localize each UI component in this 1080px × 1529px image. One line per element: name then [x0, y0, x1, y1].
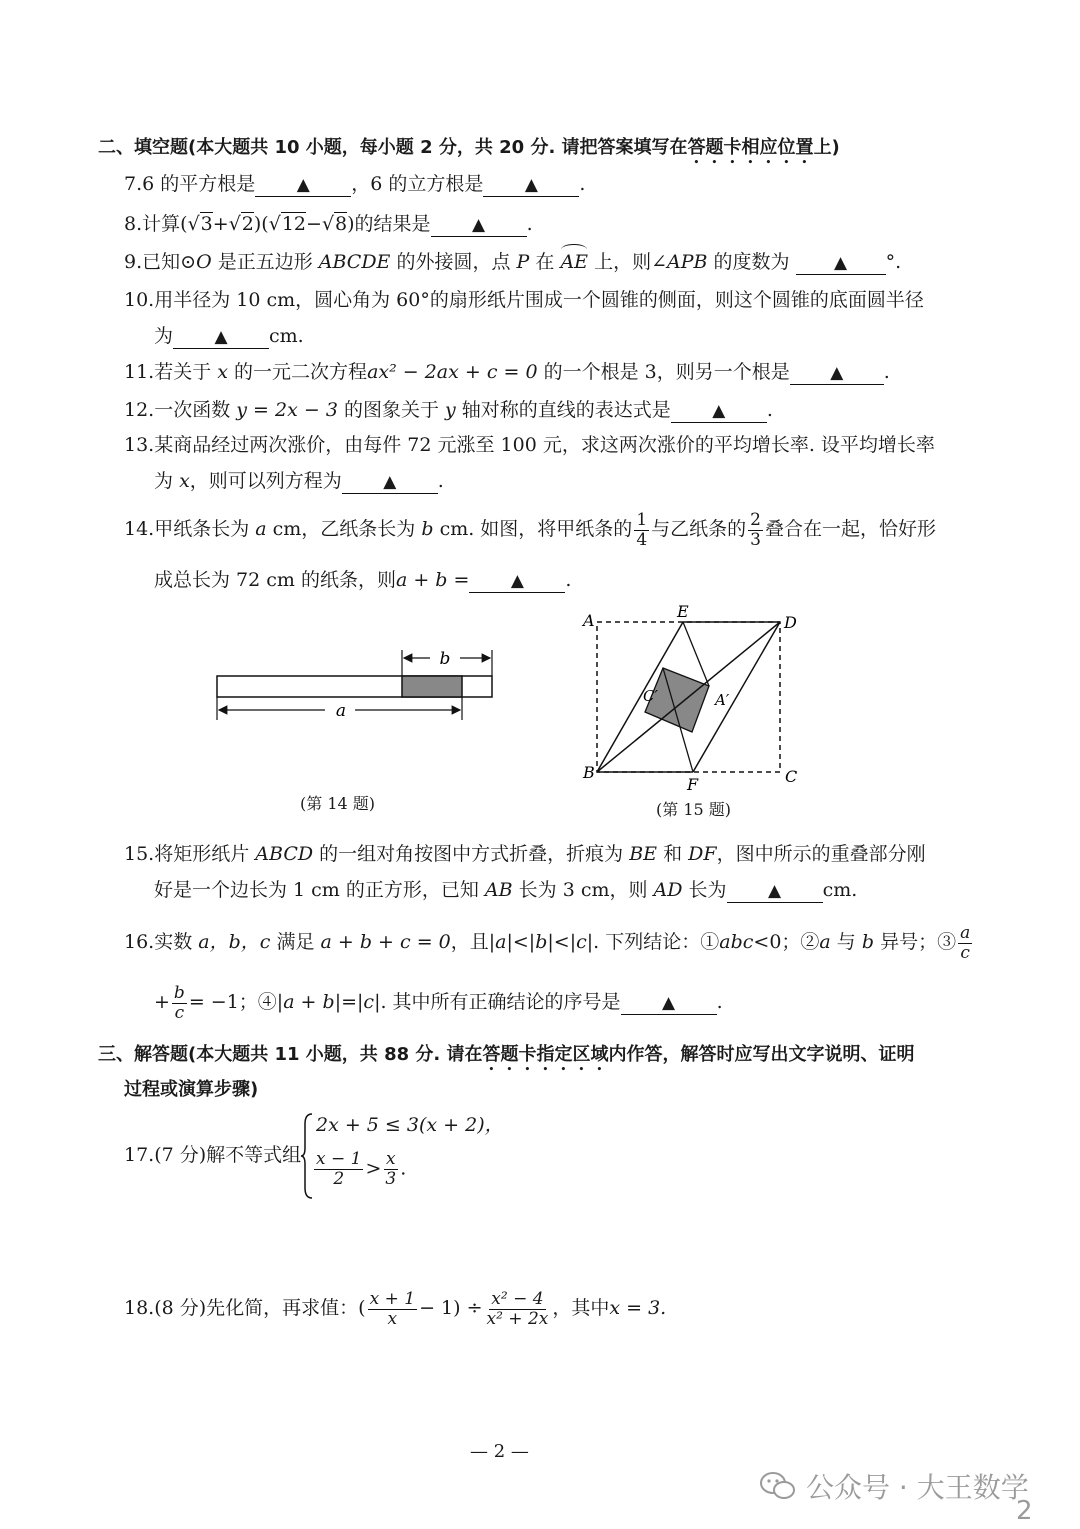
label-a: a [335, 701, 347, 721]
q9-p: P [516, 251, 530, 273]
section-2-title: 二、填空题(本大题共 10 小题，每小题 2 分，共 20 分. 请把答案填写在 [98, 137, 688, 158]
q16-vc: c [576, 931, 587, 953]
q16-eq1: a + b + c = 0 [320, 931, 451, 953]
q12-answer-blank [671, 399, 767, 423]
q18-f2-num: x² − 4 [491, 1288, 544, 1309]
figure-14-caption: (第 14 题) [300, 794, 376, 813]
blank-mark: ▲ [712, 401, 726, 421]
question-18 [124, 1286, 666, 1330]
q15-a: 将矩形纸片 [154, 843, 250, 865]
blank-mark: ▲ [662, 993, 676, 1013]
blank-mark: ▲ [510, 571, 524, 591]
question-15-line-2 [154, 878, 857, 903]
q11-x: x [217, 361, 228, 383]
q16-h: 与 [836, 931, 856, 953]
figure-15-caption: (第 15 题) [656, 800, 732, 819]
question-11 [124, 360, 890, 385]
q15-c: 和 [663, 843, 683, 865]
q12-y: y [445, 399, 456, 421]
label-B: B [583, 763, 595, 782]
q10-line1: 用半径为 10 cm，圆心角为 60°的扇形纸片围成一个圆锥的侧面，则这个圆锥的底面圆半径 [154, 289, 924, 311]
q12-c: 轴对称的直线的表达式是 [461, 399, 671, 421]
q7-text-b: ，6 的立方根是 [351, 173, 484, 195]
fold-df [693, 622, 780, 772]
q8-number: 8. [124, 213, 143, 235]
q17-g-num: x [386, 1149, 396, 1169]
blank-mark: ▲ [296, 175, 310, 195]
question-13-line-2 [154, 469, 444, 494]
q16-fb-den: c [174, 1002, 185, 1023]
label-F: F [687, 775, 699, 794]
q17-end: . [400, 1157, 407, 1180]
label-D: D [784, 613, 797, 632]
q15-ab: AB [484, 879, 513, 901]
q16-vb: b [535, 931, 548, 953]
q9-answer-blank [796, 251, 886, 275]
q17-f-den: 2 [333, 1169, 345, 1189]
q17-number: 17. [124, 1144, 155, 1166]
blank-mark: ▲ [214, 327, 228, 347]
q8-radicand-2: 2 [241, 213, 254, 235]
q14-c: cm. 如图，将甲纸条的 [433, 518, 633, 540]
q9-f: 的度数为 [713, 251, 790, 273]
wechat-icon [758, 1470, 798, 1502]
q18-text: (8 分)先化简，再求值：( [154, 1297, 366, 1319]
q15-line2a: 好是一个边长为 1 cm 的正方形，已知 [154, 879, 479, 901]
q8-plus: + [212, 213, 229, 235]
question-10-line-1 [124, 288, 924, 312]
q8-post: )的结果是 [347, 213, 431, 235]
q18-f1-num: x + 1 [369, 1288, 416, 1309]
q15-ad: AD [653, 879, 683, 901]
q8-minus: − [306, 213, 322, 235]
q15-number: 15. [124, 843, 155, 865]
q16-line2b: |=| [334, 991, 364, 1013]
label-C-prime: C′ [643, 687, 658, 705]
q14-f2-den: 3 [750, 529, 761, 550]
brace-path [301, 1114, 312, 1198]
q17-g-den: 3 [385, 1169, 397, 1189]
section-3-heading-line-2: 过程或演算步骤) [124, 1079, 259, 1100]
q17-inequality-1: 2x + 5 ≤ 3(x + 2)， [316, 1114, 504, 1136]
q16-fa-num: a [960, 922, 971, 943]
eye-2 [775, 1479, 778, 1482]
label-C: C [785, 767, 798, 786]
q16-ab-sum: a + b [283, 991, 335, 1013]
q17-gt: > [365, 1157, 382, 1180]
section-2-title-end: 上) [813, 137, 840, 158]
q7-answer-blank-2 [483, 173, 579, 197]
q18-mid: − 1) ÷ [419, 1297, 483, 1319]
q13-line1: 某商品经过两次涨价，由每件 72 元涨至 100 元，求这两次涨价的平均增长率. 设平均增长率 [154, 434, 935, 456]
q9-arc-ae: AE [560, 251, 589, 273]
section-2-title-emphasis: 答题卡相应位置 [687, 137, 814, 158]
q16-k: 异号；③ [880, 931, 957, 953]
q12-b: 的图象关于 [343, 399, 439, 421]
q16-answer-blank [621, 991, 717, 1015]
q14-line2: 成总长为 72 cm 的纸条，则 [154, 569, 396, 591]
q10-answer-blank [173, 325, 269, 349]
blank-mark: ▲ [524, 175, 538, 195]
q14-f1-num: 1 [636, 509, 648, 530]
question-12 [124, 398, 773, 423]
q9-d: 在 [535, 251, 555, 273]
q14-end: . [565, 569, 572, 591]
section-3-title-end: 内作答，解答时应写出文字说明、证明 [608, 1044, 915, 1065]
q8-answer-blank [431, 213, 527, 237]
question-14-line-2 [154, 568, 571, 593]
q17-text: (7 分)解不等式组 [154, 1144, 302, 1166]
corner-page-number: 2 [1016, 1496, 1033, 1526]
bubble-small [774, 1482, 794, 1498]
q14-f2-num: 2 [750, 509, 761, 530]
q16-d: |<| [506, 931, 536, 953]
q15-answer-blank [727, 879, 823, 903]
q18-f1-den: x [387, 1308, 398, 1329]
label-A-prime: A′ [715, 691, 730, 709]
q14-e: 叠合在一起，恰好形 [764, 518, 936, 540]
q14-f1-den: 4 [636, 529, 648, 550]
q16-abc: abc [719, 931, 754, 953]
q16-f: |. 下列结论：① [586, 931, 720, 953]
q9-number: 9. [124, 251, 143, 273]
q16-fb-num: b [173, 982, 185, 1003]
q8-radicand-3: 12 [281, 213, 307, 235]
q18-frac-1 [368, 1290, 417, 1329]
q16-line2c: |. 其中所有正确结论的序号是 [374, 991, 621, 1013]
figure-14 [205, 640, 505, 730]
section-2-heading [98, 136, 840, 168]
q16-fa-den: c [960, 942, 970, 963]
q16-frac-a-c [958, 924, 972, 963]
q14-fraction-2 [748, 511, 763, 550]
q15-b: 的一组对角按图中方式折叠，折痕为 [319, 843, 624, 865]
q16-va: a [495, 931, 507, 953]
q12-number: 12. [124, 399, 155, 421]
q16-frac-b-c [172, 984, 187, 1023]
q8-radicand-4: 8 [335, 213, 348, 235]
eye-1 [767, 1479, 770, 1482]
q14-a: 甲纸条长为 [154, 518, 250, 540]
question-16-line-1 [124, 920, 974, 964]
q10-number: 10. [124, 289, 155, 311]
question-9 [124, 250, 901, 275]
section-3-title-emphasis: 答题卡指定区域 [482, 1044, 609, 1065]
question-10-line-2 [154, 324, 304, 349]
q8-radicand-1: 3 [200, 213, 213, 235]
question-13-line-1 [124, 433, 935, 457]
q11-answer-blank [790, 361, 884, 385]
question-14-line-1 [124, 507, 936, 551]
q7-end: . [579, 173, 586, 195]
blank-mark: ▲ [768, 881, 782, 901]
q18-frac-2 [484, 1290, 550, 1329]
question-15-line-1 [124, 842, 926, 866]
q12-end: . [766, 399, 773, 421]
q11-end: . [883, 361, 890, 383]
section-3-title: 三、解答题(本大题共 11 小题，共 88 分. 请在 [98, 1044, 483, 1065]
q14-var-b: b [421, 518, 434, 540]
figure-15 [575, 600, 805, 795]
diagonal-bd [597, 622, 780, 772]
blank-mark: ▲ [830, 363, 844, 383]
q16-vars: a，b，c [198, 931, 271, 953]
label-E: E [677, 602, 689, 621]
q15-abcd: ABCD [255, 843, 314, 865]
q16-number: 16. [124, 931, 155, 953]
q17-frac-2 [383, 1150, 398, 1189]
segment-ea1 [683, 622, 709, 686]
q9-a: 已知⊙ [142, 251, 197, 273]
q16-vb-2: b [861, 931, 875, 953]
q18-f2-den: x² + 2x [486, 1308, 549, 1329]
q9-o: O [196, 251, 212, 273]
q7-answer-blank-1 [255, 173, 351, 197]
q18-condition: x = 3. [609, 1297, 667, 1319]
q16-plus: + [154, 991, 170, 1013]
q9-e: 上，则∠ [594, 251, 668, 273]
q13-x: x [179, 470, 190, 492]
q11-equation: ax² − 2ax + c = 0 [367, 361, 538, 383]
q9-b: 是正五边形 [217, 251, 313, 273]
q11-b: 的一元二次方程 [234, 361, 368, 383]
q16-end: . [716, 991, 723, 1013]
q10-line2a: 为 [154, 325, 174, 347]
q15-d: ，图中所示的重叠部分刚 [716, 843, 926, 865]
q17-f-num: x − 1 [316, 1149, 362, 1169]
question-17-label [124, 1143, 301, 1167]
q16-line2a: = −1；④| [188, 991, 284, 1013]
q8-end: . [526, 213, 533, 235]
q11-a: 若关于 [154, 361, 212, 383]
q11-number: 11. [124, 361, 155, 383]
q8-pre: 计算( [142, 213, 188, 235]
q15-df: DF [688, 843, 717, 865]
q9-end: °. [885, 251, 902, 273]
q13-end: . [437, 470, 444, 492]
q14-fraction-1 [634, 511, 649, 550]
blank-mark: ▲ [834, 253, 848, 273]
q12-equation: y = 2x − 3 [236, 399, 338, 421]
section-3-heading [98, 1043, 915, 1075]
q15-unit: cm. [822, 879, 858, 901]
overlap-region [402, 676, 462, 697]
q14-answer-blank [469, 569, 565, 593]
blank-mark: ▲ [472, 215, 486, 235]
q16-b: 满足 [276, 931, 315, 953]
q15-line2c: 长为 [688, 879, 727, 901]
q17-inequality-2 [312, 1150, 406, 1189]
q12-a: 一次函数 [154, 399, 231, 421]
q16-e: |<| [547, 931, 577, 953]
blank-mark: ▲ [383, 472, 397, 492]
q14-var-a: a [255, 518, 267, 540]
page-number: — 2 — [470, 1441, 529, 1462]
q8-mid: )( [253, 213, 269, 235]
q15-be: BE [629, 843, 658, 865]
q9-abcde: ABCDE [318, 251, 391, 273]
q16-a: 实数 [154, 931, 193, 953]
q7-number: 7. [124, 173, 143, 195]
q16-va-2: a [819, 931, 831, 953]
q9-c: 的外接圆，点 [396, 251, 511, 273]
q14-b: cm，乙纸条长为 [266, 518, 416, 540]
q13-answer-blank [342, 470, 438, 494]
label-A: A [583, 611, 595, 630]
q18-number: 18. [124, 1297, 155, 1319]
q14-d: 与乙纸条的 [651, 518, 747, 540]
q14-number: 14. [124, 518, 155, 540]
q13-line2a: 为 [154, 470, 174, 492]
q7-text-a: 6 的平方根是 [142, 173, 256, 195]
q11-c: 的一个根是 3，则另一个根是 [543, 361, 790, 383]
question-8: 8.计算(√3+√2)(√12−√8)的结果是 ▲ . [124, 213, 533, 235]
watermark-text: 公众号 · 大王数学 [806, 1471, 1029, 1504]
q13-line2b: ，则可以列方程为 [189, 470, 342, 492]
question-16-line-2 [154, 980, 723, 1024]
q18-post: ，其中 [552, 1297, 610, 1319]
q14-expr: a + b = [395, 569, 470, 591]
q17-frac-1 [314, 1150, 363, 1189]
label-b: b [439, 649, 451, 669]
q16-vc-2: c [363, 991, 375, 1013]
question-7 [124, 172, 585, 197]
q9-apb: APB [667, 251, 708, 273]
q10-unit: cm. [269, 325, 304, 347]
q16-c: ，且| [450, 931, 496, 953]
q16-g: <0；② [753, 931, 820, 953]
q15-line2b: 长为 3 cm，则 [518, 879, 648, 901]
q13-number: 13. [124, 434, 155, 456]
